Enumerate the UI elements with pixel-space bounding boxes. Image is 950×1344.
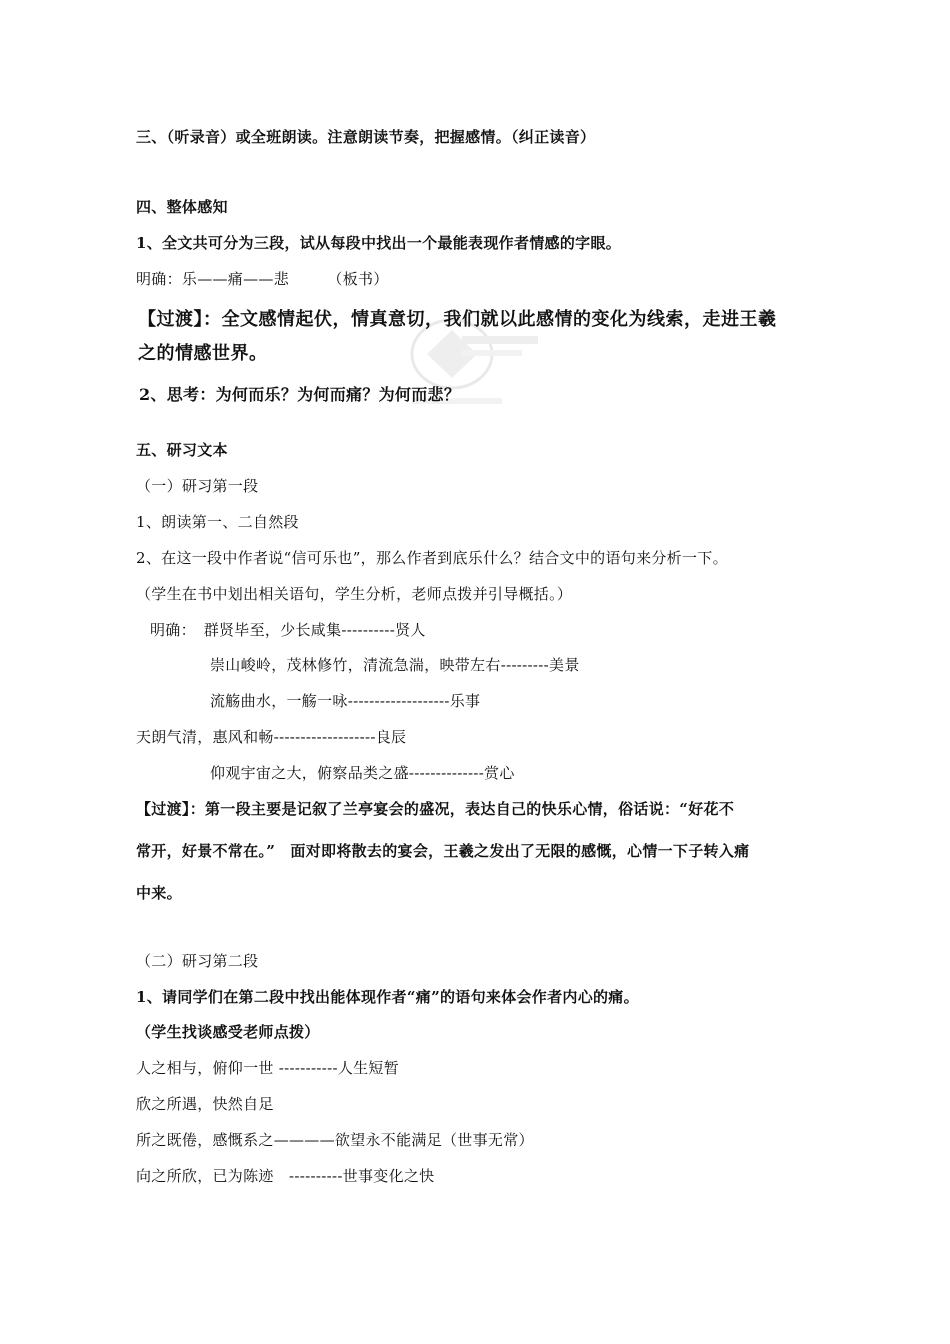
section-4-question-2: 2、思考：为何而乐？为何而痛？为何而悲？ xyxy=(139,385,461,404)
part-1-heading: （一）研习第一段 xyxy=(136,477,259,495)
transition-2-line-1: 【过渡】：第一段主要是记叙了兰亭宴会的盛况，表达自己的快乐心情，俗话说：“好花不 xyxy=(136,800,735,818)
part-1-note: （学生在书中划出相关语句，学生分析，老师点拨并引导概括。） xyxy=(136,585,573,603)
section-4-answer: 明确：乐——痛——悲 （板书） xyxy=(136,270,389,288)
part-2-heading: （二）研习第二段 xyxy=(136,952,259,970)
part-1-question-1: 1、朗读第一、二自然段 xyxy=(136,513,299,531)
part-1-answer-4: 天朗气清，惠风和畅-------------------良辰 xyxy=(136,728,407,746)
transition-1-line-2: 之的情感世界。 xyxy=(138,343,268,364)
part-1-question-2: 2、在这一段中作者说“信可乐也”，那么作者到底乐什么？结合文中的语句来分析一下。 xyxy=(136,549,728,567)
part-1-answer-1: 明确： 群贤毕至，少长咸集----------贤人 xyxy=(150,621,426,639)
part-2-answer-3: 所之既倦，感慨系之————欲望永不能满足（世事无常） xyxy=(136,1131,534,1149)
section-5-heading: 五、研习文本 xyxy=(136,441,228,459)
transition-2-line-2: 常开，好景不常在。” 面对即将散去的宴会，王羲之发出了无限的感慨，心情一下子转入痛 xyxy=(136,842,750,860)
part-2-question-1: 1、请同学们在第二段中找出能体现作者“痛”的语句来体会作者内心的痛。 xyxy=(136,988,639,1006)
part-2-answer-4: 向之所欣，已为陈迹 ----------世事变化之快 xyxy=(136,1167,435,1185)
section-4-heading: 四、整体感知 xyxy=(136,198,228,216)
section-4-question-1: 1、全文共可分为三段，试从每段中找出一个最能表现作者情感的字眼。 xyxy=(136,234,622,252)
part-1-answer-5: 仰观宇宙之大，俯察品类之盛--------------赏心 xyxy=(210,764,515,782)
part-2-note: （学生找谈感受老师点拨） xyxy=(136,1023,320,1041)
part-2-answer-1: 人之相与，俯仰一世 -----------人生短暂 xyxy=(136,1059,400,1077)
part-1-answer-3: 流觞曲水，一觞一咏-------------------乐事 xyxy=(210,692,481,710)
section-3-line: 三、（听录音）或全班朗读。注意朗读节奏，把握感情。（纠正读音） xyxy=(136,128,596,146)
part-2-answer-2: 欣之所遇，快然自足 xyxy=(136,1095,274,1113)
transition-1-line-1: 【过渡】：全文感情起伏，情真意切，我们就以此感情的变化为线索，走进王羲 xyxy=(138,309,777,330)
part-1-answer-2: 崇山峻岭，茂林修竹，清流急湍，映带左右---------美景 xyxy=(210,656,580,674)
transition-2-line-3: 中来。 xyxy=(136,884,182,902)
